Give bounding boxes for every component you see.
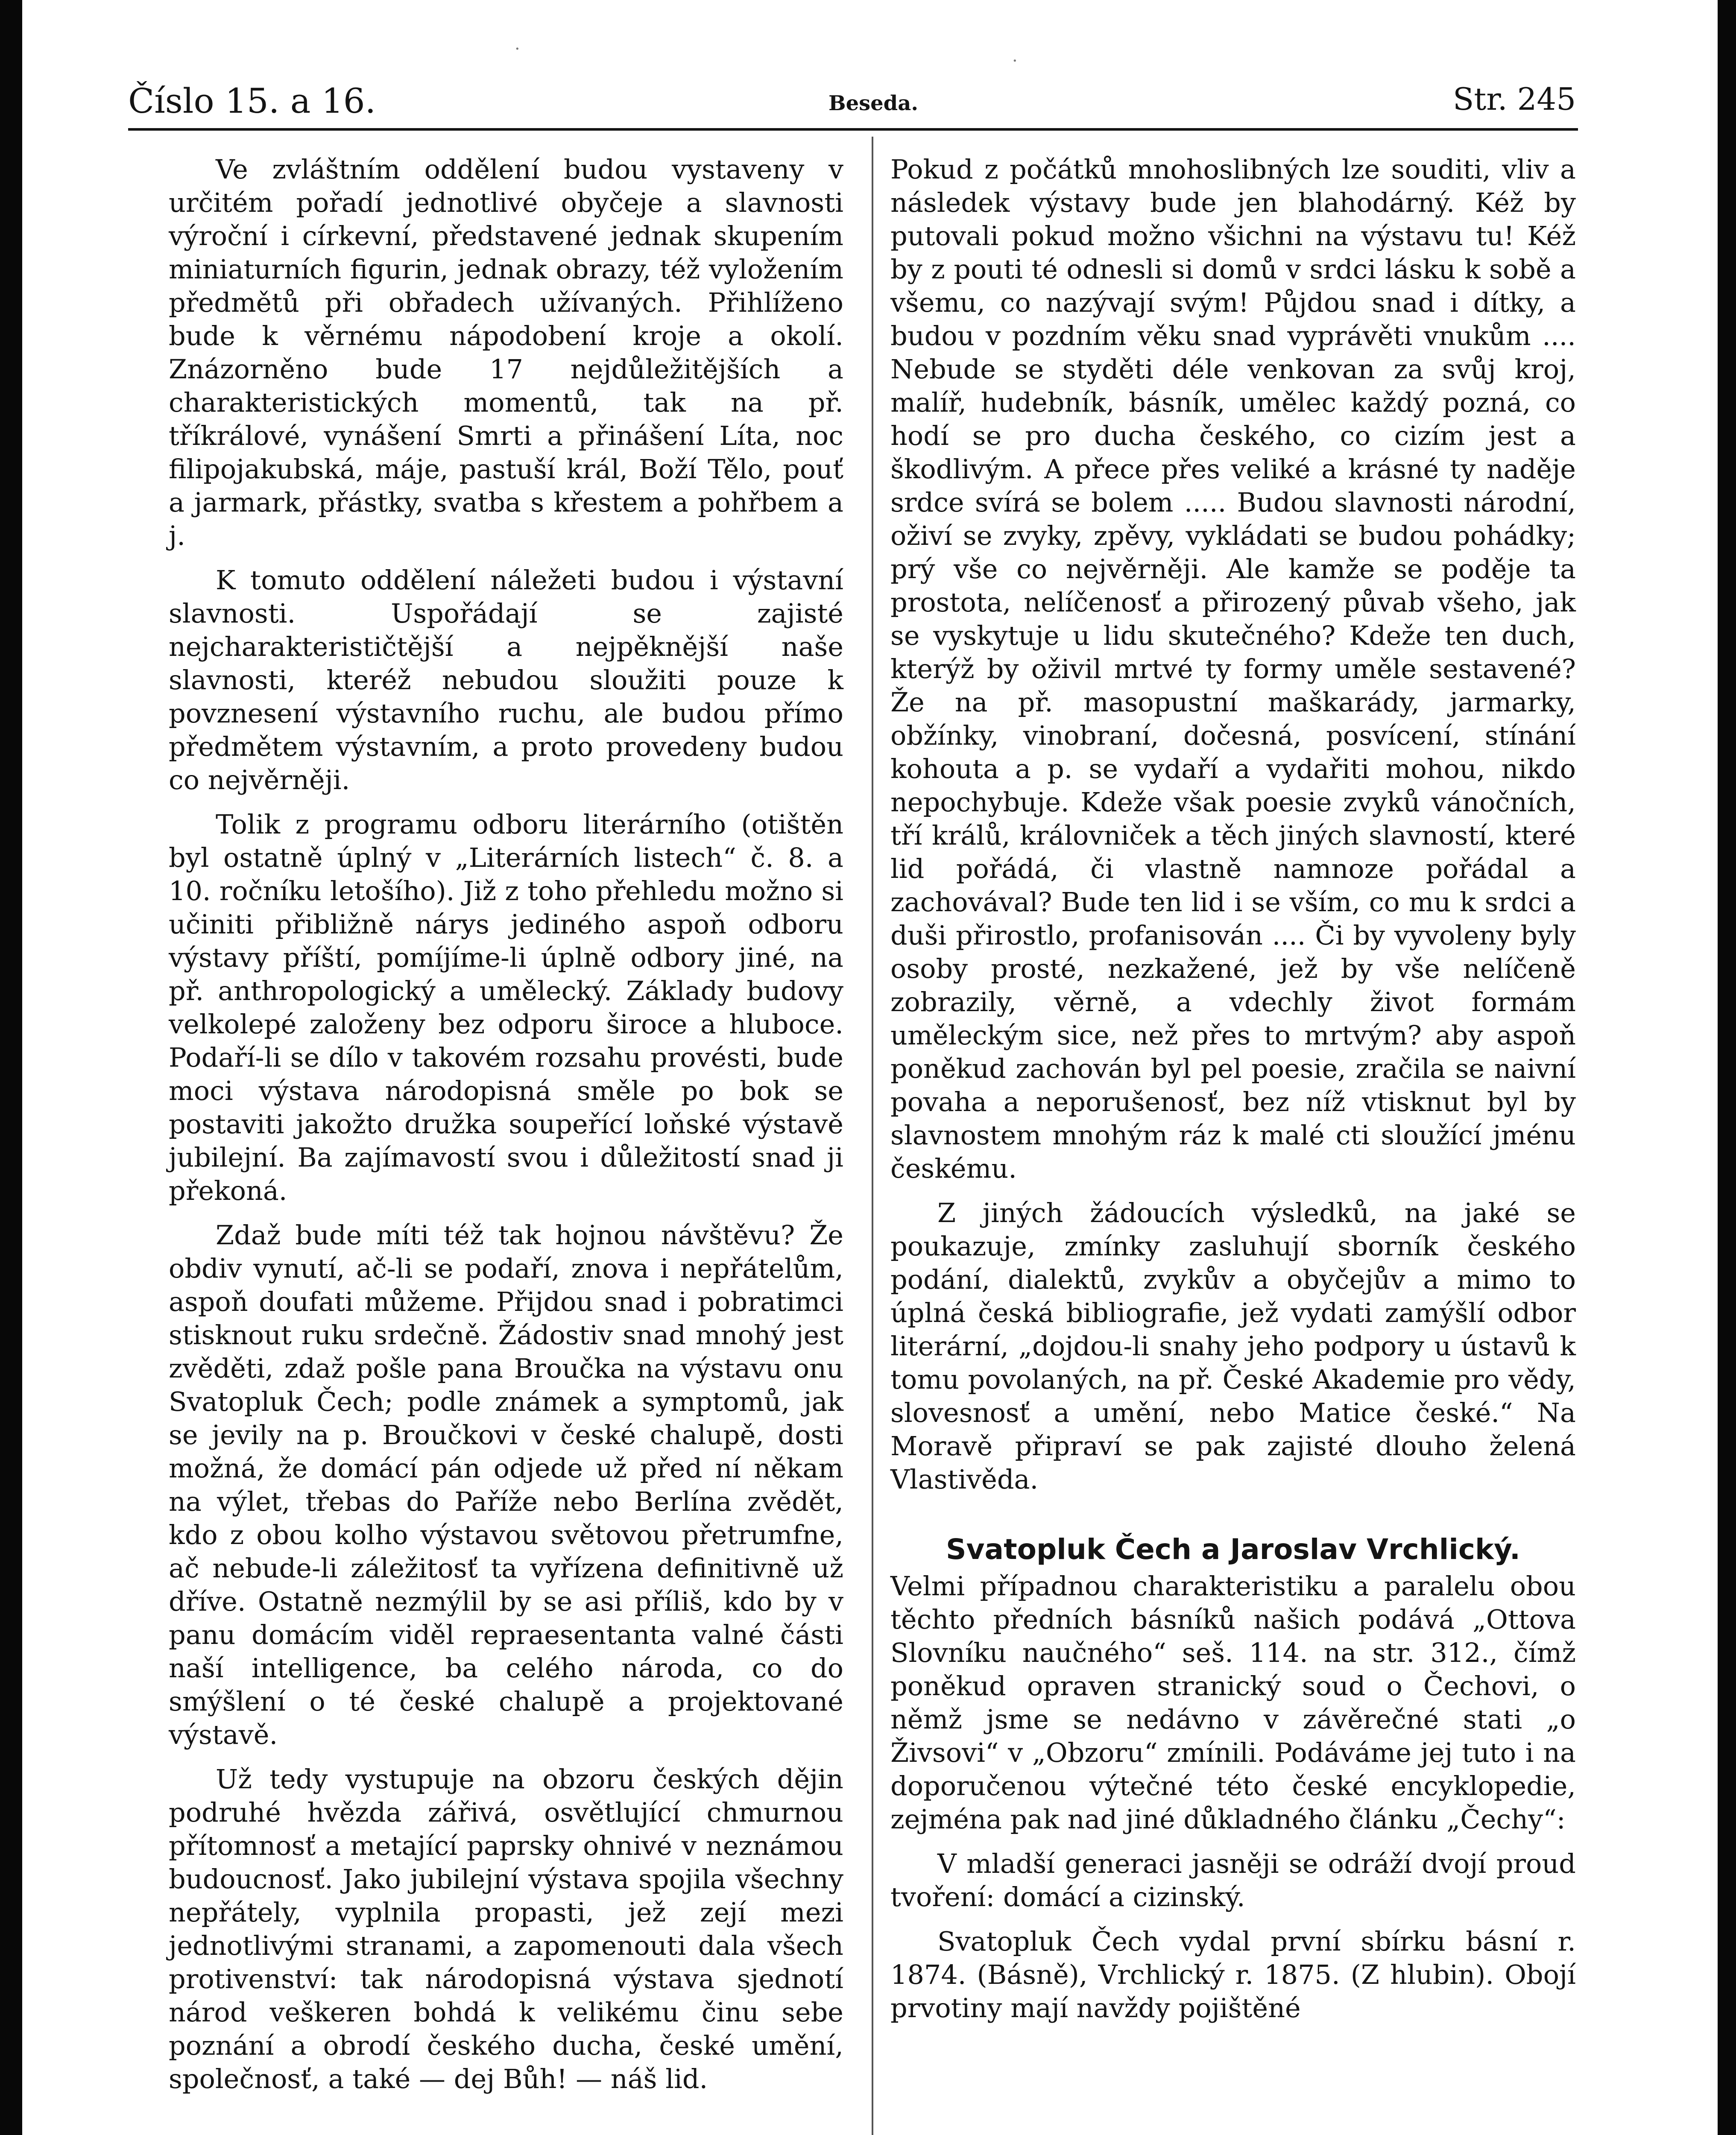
scan-speck: · — [1012, 51, 1018, 71]
paragraph: Tolik z programu odboru literárního (otištěn byl ostatně úplný v „Literárních listech“ č. 8. a 10. ročníku letošího). Již z toho přehledu možno si učiniti přibližně nárys jediného aspoň odboru výstavy příští, pomíjíme-li úplně odbory jiné, na př. anthropologický a umělecký. Základy budovy velkolepé založeny bez odporu široce a hluboce. Podaří-li se dílo v takovém rozsahu provésti, bude moci výstava národopisná směle po bok se postaviti jakožto družka soupeřící loňské výstavě jubilejní. Ba zajímavostí svou i důležitostí snad ji překoná. — [169, 809, 843, 1206]
paragraph: V mladší generaci jasněji se odráží dvojí proud tvoření: domácí a cizinský. — [890, 1848, 1576, 1913]
right-column — [890, 153, 1576, 2036]
issue-number: Číslo 15. a 16. — [128, 81, 376, 121]
journal-title: Beseda. — [828, 91, 919, 115]
scan-edge-right — [1718, 0, 1736, 2135]
paragraph: Ve zvláštním oddělení budou vystaveny v určitém pořadí jednotlivé obyčeje a slavnosti výroční i církevní, představené jednak skupením miniaturních figurin, jednak obrazy, též vyložením předmětů při obřadech užívaných. Přihlíženo bude k věrnému nápodobení kroje a okolí. Znázorněno bude 17 nejdůležitějších a charakteristických momentů, tak na př. tříkrálové, vynášení Smrti a přinášení Líta, noc filipojakubská, máje, pastuší král, Boží Tělo, pouť a jarmark, přástky, svatba s křestem a pohřbem a j. — [169, 154, 843, 551]
paragraph: Pokud z počátků mnohoslibných lze souditi, vliv a následek výstavy bude jen blahodárný. Kéž by putovali pokud možno všichni na výstavu tu! Kéž by z pouti té odnesli si domů v srdci lásku k sobě a všemu, co nazývají svým! Půjdou snad i dítky, a budou v pozdním věku snad vyprávěti vnukům .... Nebude se styděti déle venkovan za svůj kroj, malíř, hudebník, básník, umělec každý pozná, co hodí se pro ducha českého, co cizím jest a škodlivým. A přece přes veliké a krásné ty naděje srdce svírá se bolem ..... Budou slavnosti národní, oživí se zvyky, zpěvy, vykládati se budou pohádky; prý vše co nejvěrněji. Ale kamže se poděje ta prostota, nelíčenosť a přirozený půvab všeho, jak se vyskytuje u lidu skutečného? Kdeže ten duch, kterýž by oživil mrtvé ty formy uměle sestavené? Že na př. masopustní maškarády, jarmarky, obžínky, vinobraní, dočesná, posvícení, stínání kohouta a p. se vydaří a vydařiti mohou, nikdo nepochybuje. Kdeže však poesie zvyků vánočních, tří králů, královniček a těch jiných slavností, které lid pořádá, či vlastně namnoze pořádal a zachovával? Bude ten lid i se vším, co mu k srdci a duši přirostlo, profanisován .... Či by vyvoleny byly osoby prosté, nezkažené, jež by vše nelíčeně zobrazily, věrně, a vdechly život formám uměleckým sice, než přes to mrtvým? aby aspoň poněkud zachován byl pel poesie, zračila se naivní povaha a neporušenosť, bez níž vtisknut byl by slavnostem mnohým ráz k malé cti sloužící jménu českému. — [890, 154, 1576, 1184]
column-rule — [872, 137, 873, 2135]
article-heading: Svatopluk Čech a Jaroslav Vrchlický. — [946, 1533, 1520, 1566]
paragraph: Zdaž bude míti též tak hojnou návštěvu? Že obdiv vynutí, ač-li se podaří, znova i nepřátelům, aspoň doufati můžeme. Přijdou snad i pobratimci stisknout ruku srdečně. Žádostiv snad mnohý jest zvěděti, zdaž pošle pana Broučka na výstavu onu Svatopluk Čech; podle známek a symptomů, jak se jevily na p. Broučkovi v české chalupě, dosti možná, že domácí pán odjede už před ní někam na výlet, třebas do Paříže nebo Berlína zvědět, kdo z obou kolho výstavou světovou přetrumfne, ač nebude-li záležitosť ta vyřízena definitivně už dříve. Ostatně nezmýlil by se asi příliš, kdo by v panu domácím viděl repraesentanta valné části naší intelligence, ba celého národa, co do smýšlení o té české chalupě a projektované výstavě. — [169, 1220, 843, 1750]
paragraph: Už tedy vystupuje na obzoru českých dějin podruhé hvězda zářivá, osvětlující chmurnou přítomnosť a metající paprsky ohnivé v neznámou budoucnosť. Jako jubilejní výstava spojila všechny nepřátely, vyplnila propasti, jež zejí mezi jednotlivými stranami, a zapomenouti dala všech protivenství: tak národopisná výstava sjednotí národ veškeren bohdá k velikému činu sebe poznání a obrodí českého ducha, české umění, společnosť, a také — dej Bůh! — náš lid. — [169, 1764, 843, 2094]
page-number: Str. 245 — [1453, 81, 1576, 117]
scan-speck: · — [515, 39, 520, 59]
paragraph: Svatopluk Čech vydal první sbírku básní r. 1874. (Básně), Vrchlický r. 1875. (Z hlubin). Obojí prvotiny mají navždy pojištěné — [890, 1926, 1576, 2024]
scan-edge-left — [0, 0, 22, 2135]
header-rule — [128, 128, 1578, 131]
page-header — [128, 81, 1576, 132]
paragraph: Z jiných žádoucích výsledků, na jaké se poukazuje, zmínky zasluhují sborník českého podání, dialektů, zvykův a obyčejův a mimo to úplná česká bibliografie, jež vydati zamýšlí odbor literární, „dojdou-li snahy jeho podpory u ústavů k tomu povolaných, na př. České Akademie pro vědy, slovesnosť a umění, nebo Matice české.“ Na Moravě připraví se pak zajisté dlouho želená Vlastivěda. — [890, 1197, 1576, 1495]
left-column — [169, 153, 843, 2107]
paragraph: K tomuto oddělení náležeti budou i výstavní slavnosti. Uspořádají se zajisté nejcharakterističtější a nejpěknější naše slavnosti, kteréž nebudou sloužiti pouze k povznesení výstavního ruchu, ale budou přímo předmětem výstavním, a proto provedeny budou co nejvěrněji. — [169, 564, 843, 796]
paragraph: Velmi případnou charakteristiku a paralelu obou těchto předních básníků našich podává „Ottova Slovníku naučného“ seš. 114. na str. 312., čímž poněkud opraven stranický soud o Čechovi, o němž jsme se nedávno v závěrečné stati „o Živsovi“ v „Obzoru“ zmínili. Podáváme jej tuto i na doporučenou výtečné této české encyklopedie, zejména pak nad jiné důkladného článku „Čechy“: — [890, 1571, 1576, 1835]
